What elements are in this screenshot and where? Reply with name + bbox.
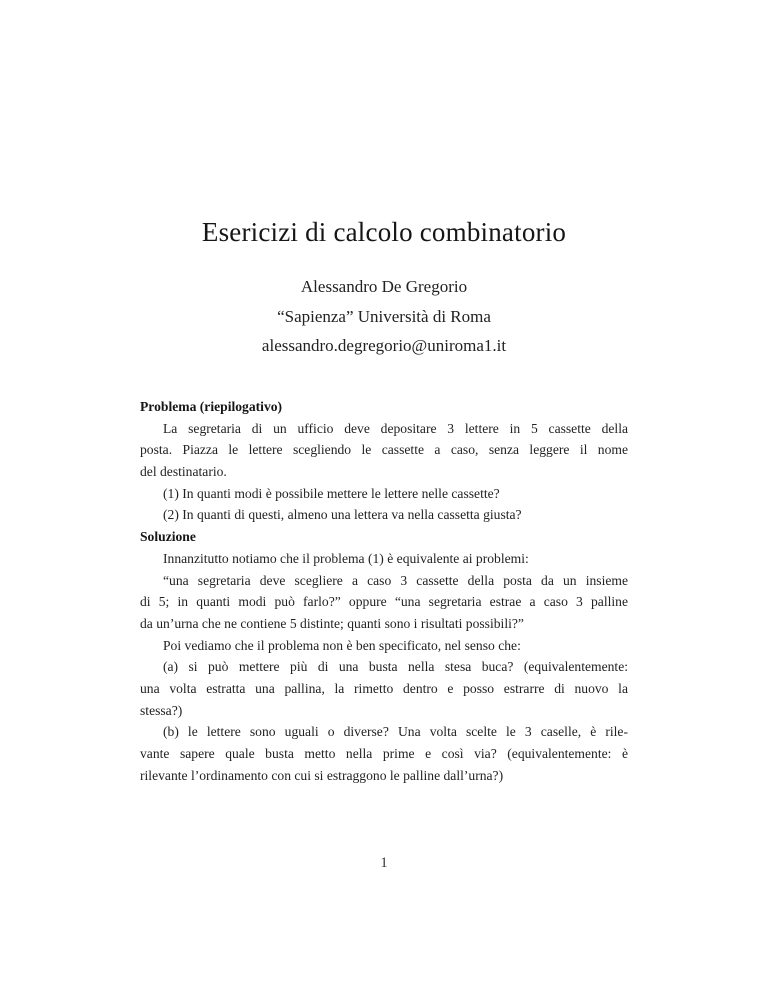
list-item-a-line: una volta estratta una pallina, la rimetto dentro e posso estrarre di nuovo la [140,680,628,696]
author-affiliation: “Sapienza” Università di Roma [277,306,491,326]
question-item-2: (2) In quanti di questi, almeno una lettera va nella cassetta giusta? [163,507,522,523]
paragraph-line: del destinatario. [140,464,227,480]
list-item-b-line: rilevante l’ordinamento con cui si estraggono le palline dall’urna?) [140,767,504,783]
paragraph-line: “una segretaria deve scegliere a caso 3 cassette della posta da un insieme [163,572,628,588]
author-email: alessandro.degregorio@uniroma1.it [261,336,507,355]
paragraph-line: da un’urna che ne contiene 5 distinte; quanti sono i risultati possibili?” [140,615,524,631]
document-title: Esericizi di calcolo combinatorio [201,217,567,247]
paragraph-line: posta. Piazza le lettere scegliendo le cassette a caso, senza leggere il nome [140,442,628,458]
list-item-b-line: (b) le lettere sono uguali o diverse? Una volta scelte le 3 caselle, è rile- [163,724,628,740]
author-name: Alessandro De Gregorio [300,277,468,296]
page-number: 1 [380,855,388,871]
list-item-a-line: stessa?) [140,702,183,718]
question-item-1: (1) In quanti modi è possibile mettere le lettere nelle cassette? [163,485,500,501]
paragraph-line: Innanzitutto notiamo che il problema (1) è equivalente ai problemi: [163,550,529,566]
list-item-a-line: (a) si può mettere più di una busta nella stesa buca? (equivalentemente: [163,659,628,675]
list-item-b-line: vante sapere quale busta metto nella prime e così via? (equivalentemente: è [140,746,628,761]
section-heading-soluzione: Soluzione [140,529,196,545]
document-body [140,396,628,786]
paragraph-line: di 5; in quanti modi può farlo?” oppure “una segretaria estrae a caso 3 palline [140,594,628,610]
paragraph-line: La segretaria di un ufficio deve depositare 3 lettere in 5 cassette della [163,420,628,436]
paragraph-line: Poi vediamo che il problema non è ben specificato, nel senso che: [163,637,521,653]
author-block [0,272,768,361]
section-heading-problema: Problema (riepilogativo) [140,399,283,414]
